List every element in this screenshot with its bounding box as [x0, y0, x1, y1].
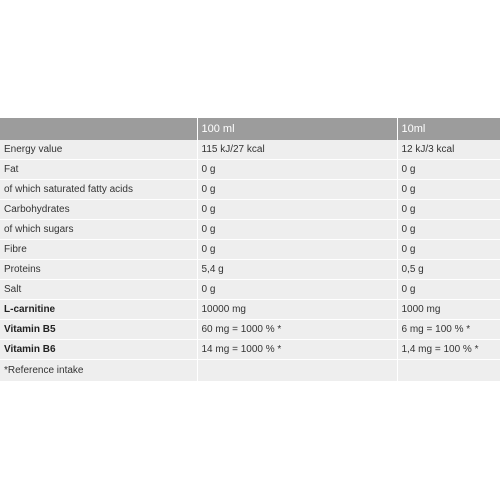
table-row	[0, 300, 500, 320]
value-100ml: 10000 mg	[197, 300, 397, 320]
value-100ml: 0 g	[197, 220, 397, 240]
table-row	[0, 140, 500, 160]
value-10ml: 6 mg = 100 % *	[397, 320, 500, 340]
value-10ml: 0 g	[397, 240, 500, 260]
nutrient-label: of which saturated fatty acids	[0, 180, 197, 200]
table-row	[0, 320, 500, 340]
nutrient-label: Proteins	[0, 260, 197, 280]
value-10ml: 0 g	[397, 200, 500, 220]
table-row	[0, 240, 500, 260]
value-10ml: 0 g	[397, 280, 500, 300]
value-10ml: 1000 mg	[397, 300, 500, 320]
value-10ml: 0,5 g	[397, 260, 500, 280]
footnote-empty-cell	[397, 360, 500, 382]
header-label-column	[0, 118, 197, 140]
nutrient-label: Fibre	[0, 240, 197, 260]
table-row	[0, 280, 500, 300]
value-100ml: 60 mg = 1000 % *	[197, 320, 397, 340]
nutrition-table	[0, 118, 500, 382]
nutrient-label: Vitamin B5	[0, 320, 197, 340]
nutrient-label: Salt	[0, 280, 197, 300]
table-row	[0, 200, 500, 220]
table-body	[0, 140, 500, 360]
table-row	[0, 340, 500, 360]
value-100ml: 0 g	[197, 180, 397, 200]
value-10ml: 0 g	[397, 180, 500, 200]
value-100ml: 0 g	[197, 200, 397, 220]
header-100ml: 100 ml	[197, 118, 397, 140]
value-100ml: 115 kJ/27 kcal	[197, 140, 397, 160]
table-header-row	[0, 118, 500, 140]
header-10ml: 10ml	[397, 118, 500, 140]
value-10ml: 1,4 mg = 100 % *	[397, 340, 500, 360]
footnote-row	[0, 360, 500, 382]
nutrient-label: Energy value	[0, 140, 197, 160]
table-row	[0, 180, 500, 200]
nutrient-label: Fat	[0, 160, 197, 180]
table-row	[0, 260, 500, 280]
nutrient-label: Vitamin B6	[0, 340, 197, 360]
value-100ml: 0 g	[197, 280, 397, 300]
footnote-empty-cell	[197, 360, 397, 382]
value-100ml: 0 g	[197, 160, 397, 180]
value-10ml: 0 g	[397, 220, 500, 240]
nutrient-label: L-carnitine	[0, 300, 197, 320]
value-100ml: 14 mg = 1000 % *	[197, 340, 397, 360]
nutrient-label: Carbohydrates	[0, 200, 197, 220]
nutrient-label: of which sugars	[0, 220, 197, 240]
value-100ml: 0 g	[197, 240, 397, 260]
value-10ml: 12 kJ/3 kcal	[397, 140, 500, 160]
value-10ml: 0 g	[397, 160, 500, 180]
footnote: *Reference intake	[0, 360, 197, 382]
value-100ml: 5,4 g	[197, 260, 397, 280]
table-row	[0, 160, 500, 180]
table-row	[0, 220, 500, 240]
